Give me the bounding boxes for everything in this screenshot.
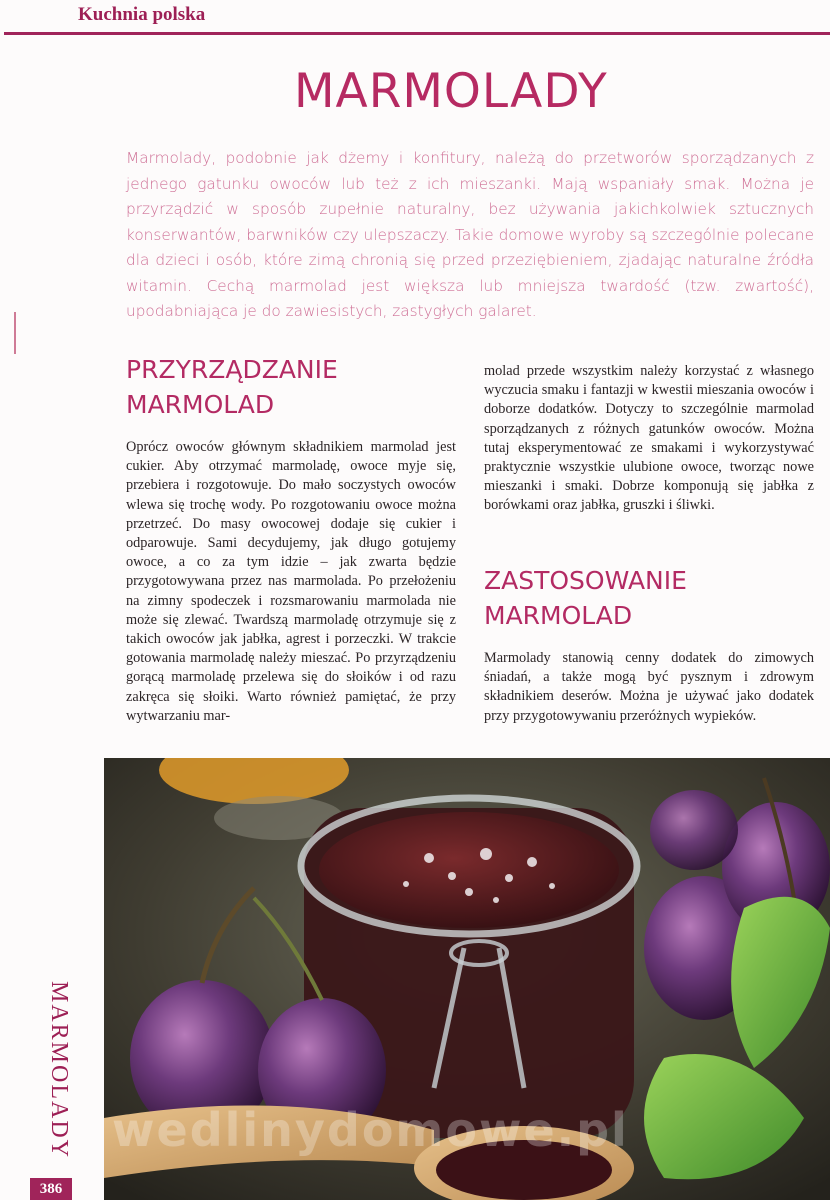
margin-mark <box>14 312 16 354</box>
page-title: MARMOLADY <box>294 64 608 119</box>
preparation-paragraph-1: Oprócz owoców głównym składnikiem marmolad jest cukier. Aby otrzymać marmoladę, owoce myje się, przebiera i rozgotowuje. Do mało soczystych owoców wlewa się trochę wody. Po rozgotowaniu owoce można przetrzeć. Do masy owocowej dodaje się cukier i odparowuje. Sami decydujemy, jak długo gotujemy owoce, a co za tym idzie – jak zwarta będzie przygotowywana przez nas marmolada. Po przełożeniu na zimny spodeczek i rozsmarowaniu marmolada nie może się zlewać. Twardszą marmoladę otrzymuje się z takich owoców jak jabłka, agrest i porzeczki. W trakcie gotowania marmoladę należy mieszać. Po przyrządzeniu gorącą marmoladę przelewa się do słoików i od razu zakręca się słoiki. Warto również pamiętać, że przy wytwarzaniu mar- <box>126 439 456 724</box>
running-head: Kuchnia polska <box>78 4 206 25</box>
section-heading-usage: ZASTOSOWANIE MARMOLAD <box>484 566 687 630</box>
usage-paragraph: Marmolady stanowią cenny dodatek do zimowych śniadań, a także mogą być pysznym i zdrowym składnikiem deserów. Można je używać jako dodatek przy przygotowywaniu przeróżnych wypieków. <box>484 650 814 724</box>
intro-paragraph: Marmolady, podobnie jak dżemy i konfitury, należą do przetworów sporządzanych z jednego gatunku owoców lub też z ich mieszanki. Mają wspaniały smak. Można je przyrządzić w sposób zupełnie naturalny, bez używania jakichkolwiek sztucznych konserwantów, barwników czy ulepszaczy. Takie domowe wyroby są szczególnie polecane dla dzieci i osób, które zimą chronią się przed przeziębieniem, zjadając naturalne źródła witamin. Cechą marmolad jest większa lub mniejsza twardość (tzw. zwartość), upodabniająca je do zawiesistych, zastygłych galaret. <box>126 149 814 320</box>
section-heading-preparation: PRZYRZĄDZANIE MARMOLAD <box>126 355 338 419</box>
page-header <box>0 0 830 40</box>
photo-watermark: wedlinydomowe.pl <box>112 1103 629 1157</box>
page-number: 386 <box>30 1178 72 1200</box>
plum-jam-photo <box>104 758 830 1200</box>
header-rule <box>4 32 830 35</box>
side-tab-label: MARMOLADY <box>46 980 72 1159</box>
preparation-paragraph-2: molad przede wszystkim należy korzystać z własnego wyczucia smaku i fantazji w kwestii mieszania owoców i doborze dodatków. Dotyczy to szczególnie marmolad sporządzanych z różnych gatunków owoców. Można tutaj eksperymentować ze smakami i wykorzystywać praktycznie wszystkie ulubione owoce, tworząc nowe mieszanki i smaki. Dobrze komponują się jabłka z borówkami oraz jabłka, gruszki i śliwki. <box>484 363 814 514</box>
